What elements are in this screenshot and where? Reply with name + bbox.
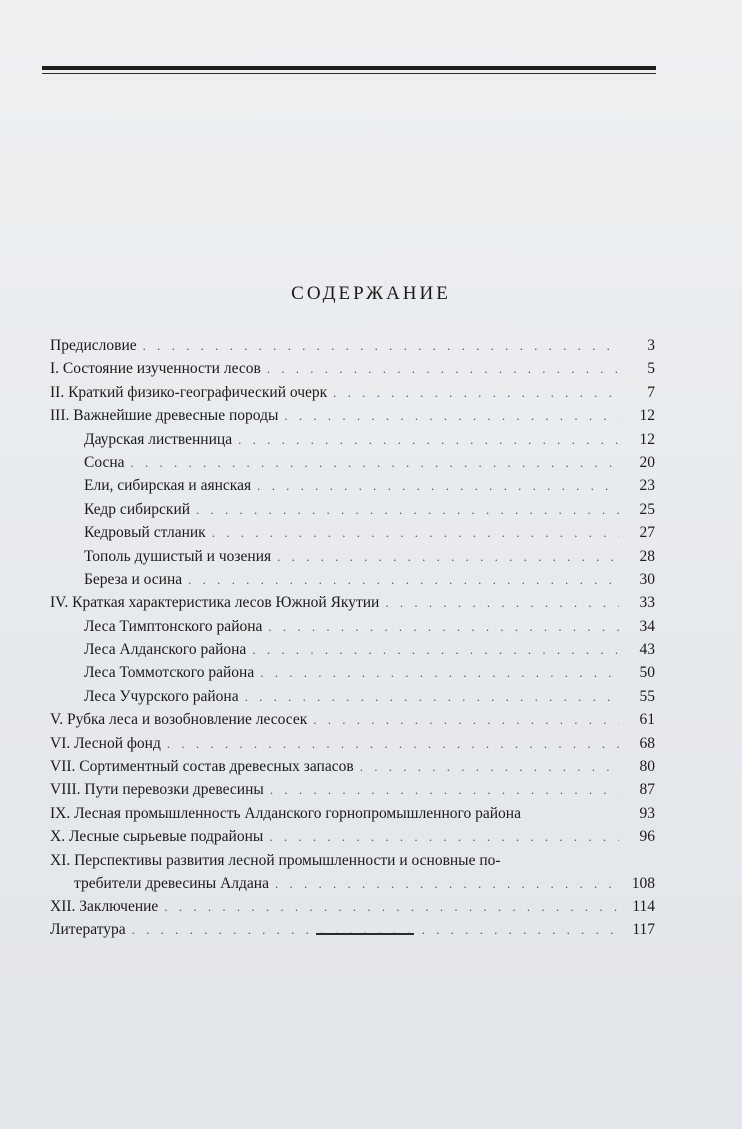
toc-entry-label: Леса Томмотского района [84, 664, 255, 682]
leader-dots [277, 545, 619, 568]
toc-entry-label: V. Рубка леса и возобновление лесосек [50, 711, 308, 729]
leader-dots [238, 428, 619, 451]
toc-entry[interactable] [50, 334, 655, 357]
toc-entry-page: 28 [639, 547, 655, 565]
leader-dots [167, 732, 619, 755]
toc-entry-page: 61 [639, 711, 655, 729]
leader-dots [188, 568, 619, 591]
toc-entry-page: 23 [639, 477, 655, 495]
toc-entry-label: I. Состояние изученности лесов [50, 360, 261, 378]
toc-subentry[interactable] [50, 474, 655, 497]
toc-entry-page: 117 [632, 920, 655, 938]
table-of-contents [50, 334, 655, 941]
toc-subentry[interactable] [50, 451, 655, 474]
leader-dots [131, 451, 619, 474]
toc-entry[interactable] [50, 708, 655, 731]
toc-entry-page: 33 [639, 594, 655, 612]
toc-entry-page: 87 [639, 781, 655, 799]
toc-entry[interactable] [50, 802, 655, 825]
toc-entry[interactable] [50, 357, 655, 380]
toc-entry[interactable] [50, 918, 655, 941]
toc-entry-page: 30 [639, 570, 655, 588]
toc-entry-page: 25 [639, 500, 655, 518]
leader-dots [275, 872, 619, 895]
toc-entry-label: III. Важнейшие древесные породы [50, 407, 279, 425]
contents-heading: СОДЕРЖАНИЕ [291, 283, 451, 304]
toc-entry-label: Кедр сибирский [84, 500, 191, 518]
toc-entry-label: XII. Заключение [50, 897, 159, 915]
toc-entry-page: 12 [639, 407, 655, 425]
toc-entry-label: VIII. Пути перевозки древесины [50, 781, 264, 799]
toc-entry[interactable] [50, 591, 655, 614]
toc-entry-page: 96 [639, 828, 655, 846]
toc-entry-label-line2: требители древесины Алдана [74, 874, 269, 892]
toc-entry-page: 55 [639, 687, 655, 705]
toc-entry-label: Тополь душистый и чозения [84, 547, 272, 565]
toc-entry-page: 3 [647, 337, 655, 354]
toc-entry-page: 27 [639, 524, 655, 542]
toc-subentry[interactable] [50, 615, 655, 638]
leader-dots [385, 591, 619, 614]
toc-entry-label: Леса Учурского района [84, 687, 239, 705]
toc-entry[interactable] [50, 755, 655, 778]
toc-entry-page: 108 [631, 874, 655, 892]
leader-dots [245, 685, 619, 708]
leader-dots [313, 708, 619, 731]
toc-subentry[interactable] [50, 498, 655, 521]
leader-dots [257, 474, 619, 497]
toc-entry-label: VI. Лесной фонд [50, 734, 161, 752]
toc-subentry[interactable] [50, 685, 655, 708]
toc-subentry[interactable] [50, 428, 655, 451]
toc-entry[interactable] [50, 825, 655, 848]
toc-subentry[interactable] [50, 521, 655, 544]
toc-entry-label: IV. Краткая характеристика лесов Южной Якутии [50, 594, 380, 612]
toc-entry-page: 34 [639, 617, 655, 635]
leader-dots [252, 638, 619, 661]
toc-entry-page: 68 [639, 734, 655, 752]
toc-entry-label: Сосна [84, 453, 125, 471]
toc-entry-page: 7 [647, 383, 655, 401]
toc-entry-page: 43 [639, 641, 655, 659]
leader-dots [270, 778, 619, 801]
leader-dots [164, 895, 619, 918]
toc-entry-label: IX. Лесная промышленность Алданского горнопромышленного района [50, 804, 521, 822]
toc-entry-label: Кедровый стланик [84, 524, 206, 542]
toc-entry[interactable] [50, 895, 655, 918]
toc-entry-label: Литература [50, 920, 126, 938]
toc-entry-label-line1: XI. Перспективы развития лесной промышленности и основные по- [50, 851, 501, 869]
leader-dots [268, 615, 619, 638]
toc-entry-label: Леса Тимптонского района [84, 617, 263, 635]
toc-entry-page: 20 [639, 453, 655, 471]
leader-dots [132, 918, 619, 941]
toc-entry-label: II. Краткий физико-географический очерк [50, 383, 328, 401]
toc-subentry[interactable] [50, 545, 655, 568]
leader-dots [143, 334, 619, 357]
toc-entry-page: 114 [632, 897, 655, 915]
toc-entry-label: Даурская лиственница [84, 430, 233, 448]
toc-entry-page: 80 [639, 758, 655, 776]
toc-entry-label: Береза и осина [84, 570, 183, 588]
toc-entry-page: 5 [647, 360, 655, 378]
leader-dots [284, 404, 619, 427]
leader-dots [267, 357, 619, 380]
top-double-rule [42, 66, 656, 74]
leader-dots [196, 498, 619, 521]
toc-subentry[interactable] [50, 638, 655, 661]
toc-entry-label: Предисловие [50, 337, 137, 354]
toc-entry-page: 50 [639, 664, 655, 682]
toc-entry[interactable] [50, 778, 655, 801]
toc-entry-label: Леса Алданского района [84, 641, 247, 659]
leader-dots [269, 825, 619, 848]
leader-dots [333, 381, 619, 404]
leader-dots [360, 755, 619, 778]
toc-entry-label: X. Лесные сырьевые подрайоны [50, 828, 264, 846]
toc-entry[interactable] [50, 404, 655, 427]
toc-entry[interactable] [50, 381, 655, 404]
leader-dots [260, 661, 619, 684]
end-rule [316, 933, 414, 935]
toc-subentry[interactable] [50, 568, 655, 591]
toc-entry-page: 93 [639, 804, 655, 822]
toc-entry-label: VII. Сортиментный состав древесных запасов [50, 758, 354, 776]
toc-entry-two-line[interactable] [50, 849, 655, 895]
toc-entry-page: 12 [639, 430, 655, 448]
toc-entry[interactable] [50, 732, 655, 755]
leader-dots [212, 521, 619, 544]
toc-subentry[interactable] [50, 661, 655, 684]
toc-entry-label: Ели, сибирская и аянская [84, 477, 252, 495]
